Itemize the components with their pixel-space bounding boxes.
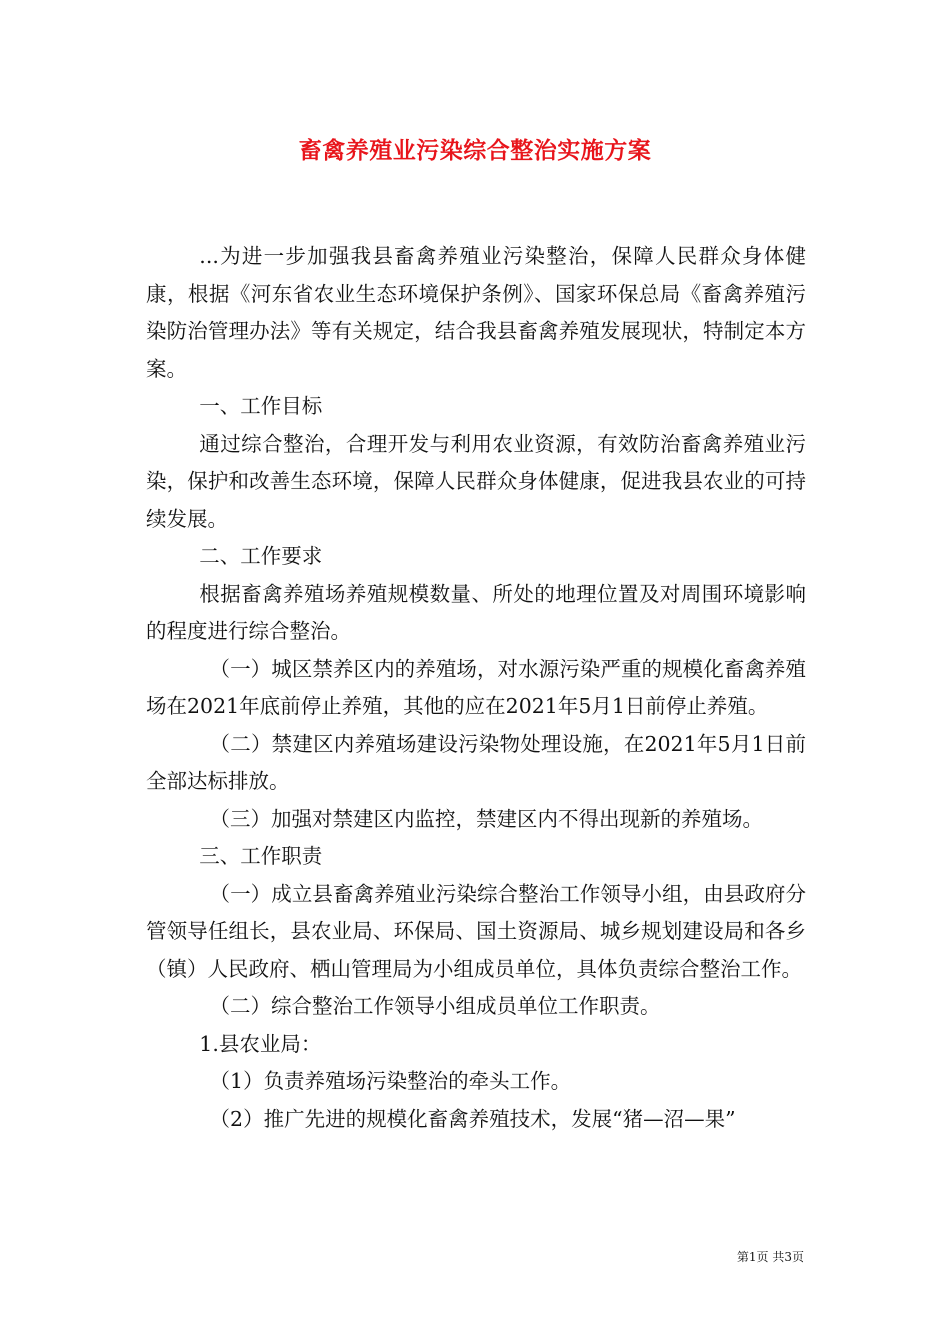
- list-item-requirement-3: （三）加强对禁建区内监控，禁建区内不得出现新的养殖场。: [209, 806, 764, 831]
- section-heading-requirements: 二、工作要求: [199, 544, 323, 568]
- paragraph-goals: 通过综合整治，合理开发与利用农业资源，有效防治畜禽养殖业污染，保护和改善生态环境，保障人民群众身体健康，促进我县农业的可持续发展。: [146, 431, 806, 531]
- list-item-duty-2: （二）综合整治工作领导小组成员单位工作职责。: [209, 994, 661, 1018]
- subheading-agriculture-bureau: 1.县农业局：: [199, 1031, 322, 1056]
- list-item-requirement-2: （二）禁建区内养殖场建设污染物处理设施，在2021年5月1日前全部达标排放。: [146, 731, 806, 793]
- document-title: 畜禽养殖业污染综合整治实施方案: [298, 137, 652, 164]
- page-number: 第1页 共3页: [736, 1250, 804, 1264]
- paragraph-requirements: 根据畜禽养殖场养殖规模数量、所处的地理位置及对周围环境影响的程度进行综合整治。: [146, 581, 806, 643]
- list-item-requirement-1: （一）城区禁养区内的养殖场，对水源污染严重的规模化畜禽养殖场在2021年底前停止养殖，其他的应在2021年5月1日前停止养殖。: [146, 656, 806, 718]
- paragraph-intro: ...为进一步加强我县畜禽养殖业污染整治，保障人民群众身体健康，根据《河东省农业生态环境保护条例》、国家环保总局《畜禽养殖污染防治管理办法》等有关规定，结合我县畜禽养殖发展现状，特制定本方案。: [146, 244, 806, 381]
- section-heading-goals: 一、工作目标: [199, 394, 323, 418]
- list-item-agri-2: （2）推广先进的规模化畜禽养殖技术，发展“猪—沼—果”: [209, 1106, 736, 1131]
- list-item-agri-1: （1）负责养殖场污染整治的牵头工作。: [209, 1069, 572, 1093]
- list-item-duty-1: （一）成立县畜禽养殖业污染综合整治工作领导小组，由县政府分管领导任组长，县农业局、环保局、国土资源局、城乡规划建设局和各乡（镇）人民政府、栖山管理局为小组成员单位，具体负责综合整治工作。: [146, 881, 806, 981]
- section-heading-duties: 三、工作职责: [199, 844, 323, 868]
- document-body: [146, 238, 806, 1138]
